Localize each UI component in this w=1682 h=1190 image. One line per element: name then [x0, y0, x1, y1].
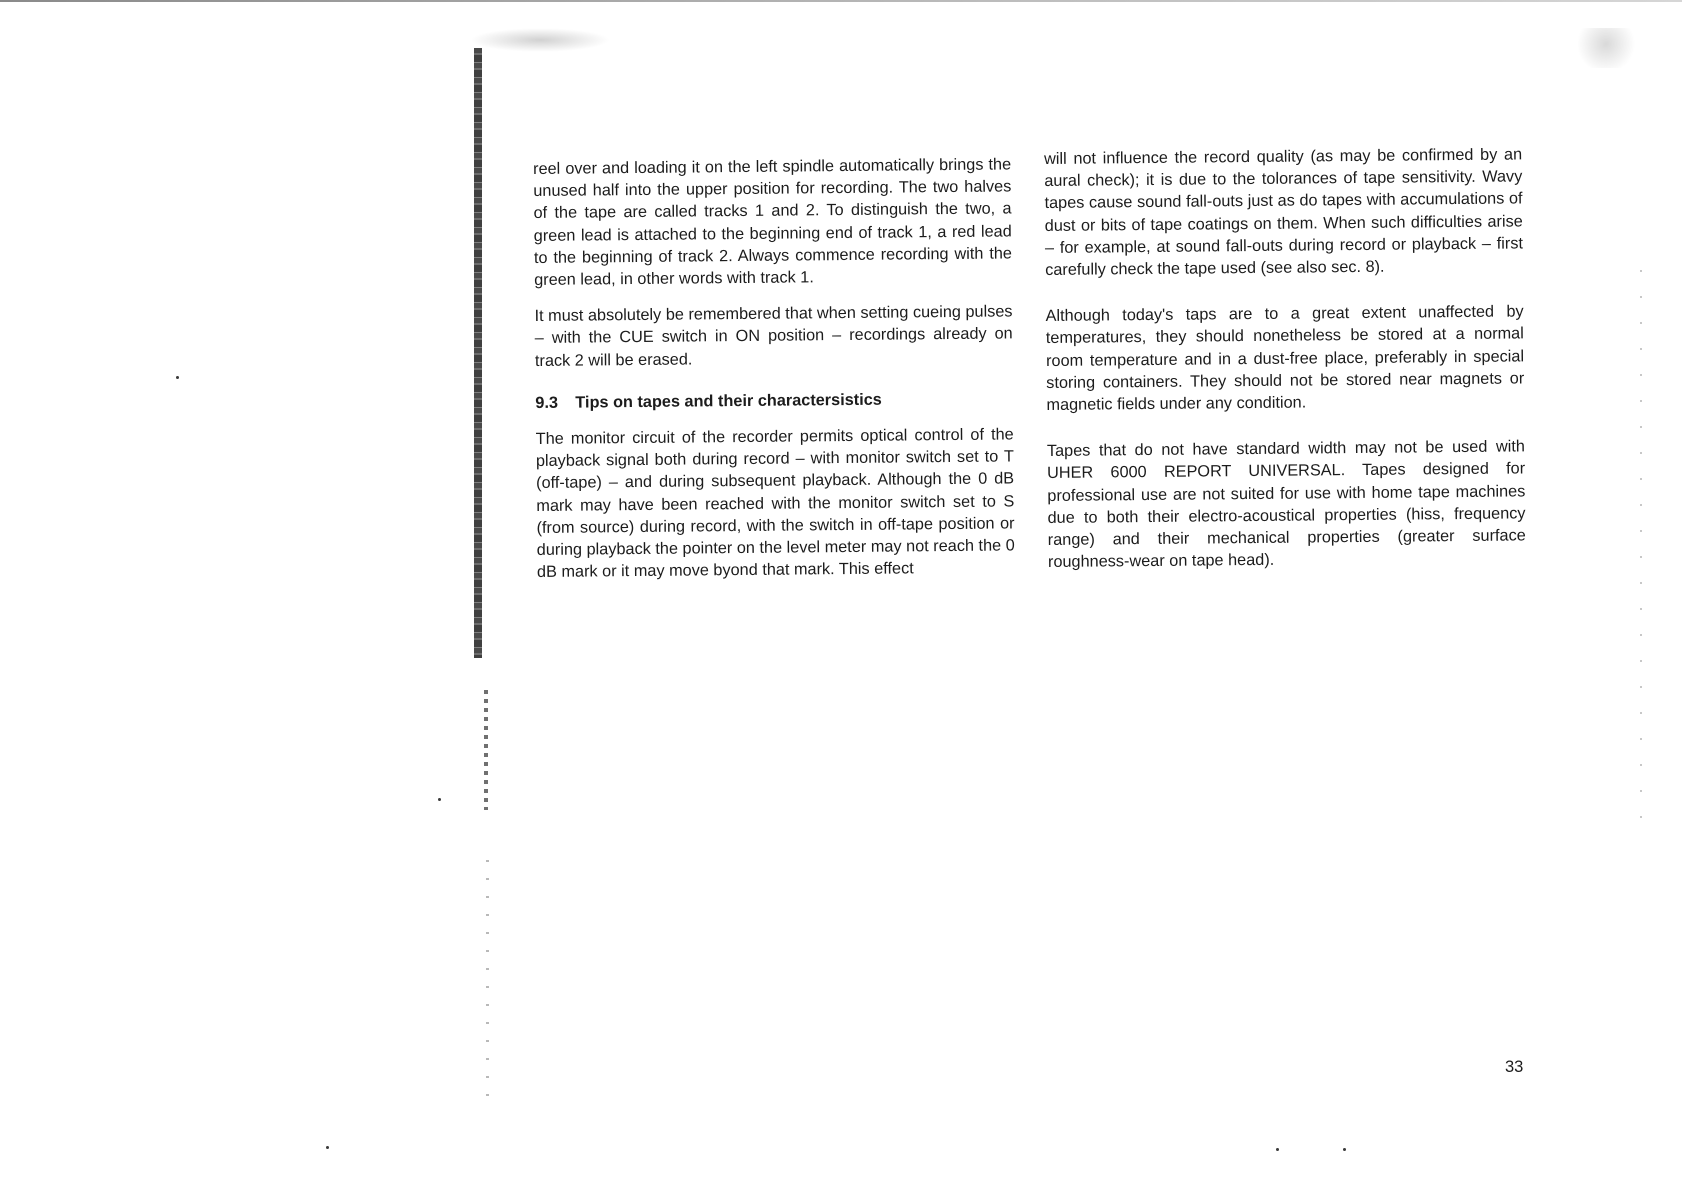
scan-noise-right [1640, 270, 1642, 830]
scan-noise-top [470, 28, 610, 52]
dust-speck [1276, 1148, 1279, 1151]
page-number: 33 [1505, 1058, 1524, 1076]
dust-speck [1343, 1148, 1346, 1151]
section-title: Tips on tapes and their charactersistics [575, 390, 882, 412]
left-paragraph-2: It must absolutely be remembered that when setting cueing pulses – with the CUE switch in ON position – recordings already on track 2 will be erased. [534, 302, 1013, 370]
left-paragraph-1: reel over and loading it on the left spindle automatically brings the unused half into the upper position for recording. The two halves of the tape are called tracks 1 and 2. To distinguish the two, a green lead is attached to the beginning end of track 1, a red lead to the beginning of track 2. Always commence recording with the green lead, in other words with track 1. [533, 155, 1013, 290]
section-heading [535, 387, 1013, 414]
right-column [1044, 143, 1526, 587]
scan-noise-corner [1578, 28, 1648, 68]
dust-speck [438, 798, 441, 801]
binding-shadow-lower [484, 690, 488, 810]
right-paragraph-1: will not influence the record quality (as may be confirmed by an aural check); it is due to the tolorances of tape sensitivity. Wavy tapes cause sound fall-outs just as do tapes with accumulations of dust or bits of tape coatings on them. When such difficulties arise – for example, at sound fall-outs during record or playback – first carefully check the tape used (see also sec. 8). [1044, 145, 1524, 280]
right-paragraph-3: Tapes that do not have standard width may not be used with UHER 6000 REPORT UNIVERSAL. Tapes designed for professional use are not suited for use with home tape machines due to both their electro-acoustical properties (hiss, frequency range) and their mechanical properties (greater surface roughness-wear on tape head). [1046, 437, 1526, 572]
binding-shadow [474, 48, 482, 658]
scan-top-edge [0, 0, 1682, 2]
dust-speck [176, 376, 179, 379]
dust-speck [326, 1146, 329, 1149]
left-column [533, 153, 1015, 597]
right-paragraph-2: Although today's taps are to a great extent unaffected by temperatures, they should nonetheless be stored at a normal room temperature and in a dust-free place, preferably in special storing containers. They should not be stored near magnets or magnetic fields under any condition. [1045, 302, 1525, 415]
section-paragraph: The monitor circuit of the recorder permits optical control of the playback signal both during record – with monitor switch set to T (off-tape) – and during subsequent playback. Although the 0 dB mark may have been reached with the monitor switch set to S (from source) during record, with the switch in off-tape position or during playback the pointer on the level meter may not reach the 0 dB mark or it may move byond that mark. This effect [535, 425, 1015, 582]
binding-dots [486, 860, 489, 1100]
section-number: 9.3 [535, 393, 559, 412]
